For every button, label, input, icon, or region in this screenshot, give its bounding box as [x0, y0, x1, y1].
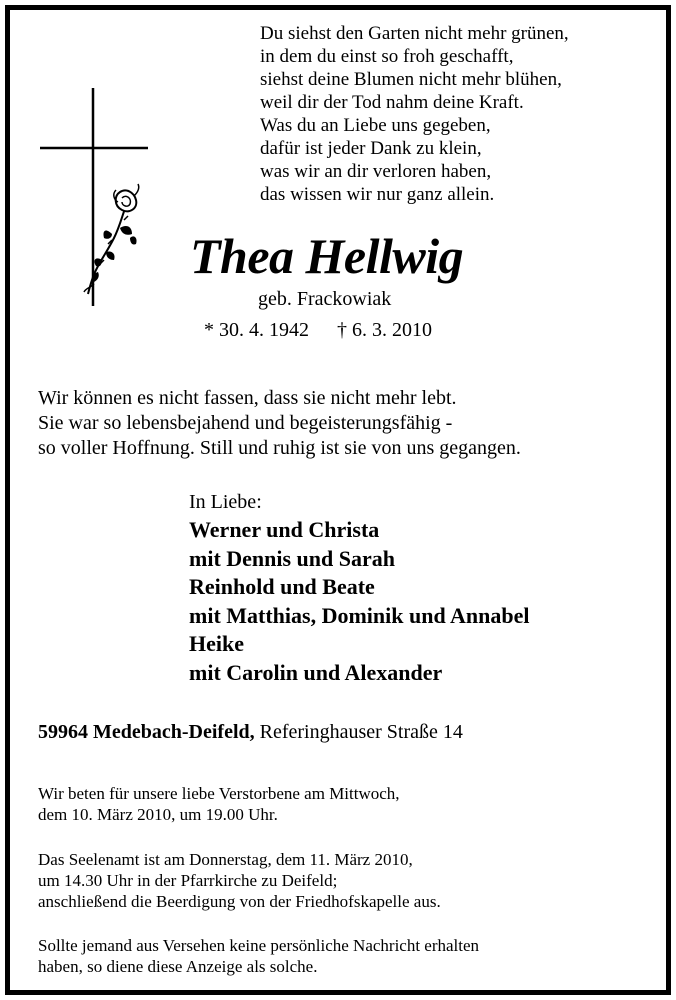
intro-line: Sie war so lebensbejahend und begeisterungsfähig -: [38, 412, 453, 434]
notice-line: Das Seelenamt ist am Donnerstag, dem 11. März 2010,: [38, 850, 413, 869]
closing-notice: [38, 935, 479, 977]
deceased-name: Thea Hellwig: [190, 228, 464, 284]
poem-line: Du siehst den Garten nicht mehr grünen,: [260, 23, 569, 44]
poem: [260, 22, 569, 206]
poem-line: dafür ist jeder Dank zu klein,: [260, 138, 482, 159]
life-dates: [204, 318, 432, 342]
intro-line: Wir können es nicht fassen, dass sie nicht mehr lebt.: [38, 387, 457, 409]
mourners-list: [189, 516, 529, 688]
mourner-line: Werner und Christa: [189, 517, 380, 542]
poem-line: Was du an Liebe uns gegeben,: [260, 115, 491, 136]
poem-line: das wissen wir nur ganz allein.: [260, 184, 495, 205]
address: [38, 720, 463, 744]
prayer-notice: [38, 783, 400, 825]
intro-text: [38, 386, 521, 461]
maiden-name: geb. Frackowiak: [258, 288, 392, 310]
mourner-line: mit Carolin und Alexander: [189, 659, 443, 685]
birth-date: * 30. 4. 1942: [204, 319, 309, 341]
poem-line: siehst deine Blumen nicht mehr blühen,: [260, 69, 562, 90]
poem-line: weil dir der Tod nahm deine Kraft.: [260, 92, 524, 113]
address-street: Referinghauser Straße 14: [259, 721, 463, 743]
notice-line: haben, so diene diese Anzeige als solche.: [38, 957, 318, 976]
cross-icon: [38, 88, 158, 310]
poem-line: in dem du einst so froh geschafft,: [260, 46, 514, 67]
mourner-line: mit Dennis und Sarah: [189, 545, 396, 571]
requiem-notice: [38, 849, 441, 912]
address-place: 59964 Medebach-Deifeld,: [38, 721, 255, 743]
mourners-label: In Liebe:: [189, 491, 262, 513]
notice-line: um 14.30 Uhr in der Pfarrkirche zu Deifeld;: [38, 871, 338, 890]
intro-line: so voller Hoffnung. Still und ruhig ist sie von uns gegangen.: [38, 437, 521, 459]
notice-line: anschließend die Beerdigung von der Friedhofskapelle aus.: [38, 892, 441, 911]
poem-line: was wir an dir verloren haben,: [260, 161, 492, 182]
notice-line: dem 10. März 2010, um 19.00 Uhr.: [38, 805, 278, 824]
mourner-line: Heike: [189, 631, 244, 657]
notice-line: Sollte jemand aus Versehen keine persönliche Nachricht erhalten: [38, 936, 480, 955]
death-date: † 6. 3. 2010: [337, 319, 432, 341]
mourner-line: Reinhold und Beate: [189, 574, 375, 600]
mourner-line: mit Matthias, Dominik und Annabel: [189, 602, 530, 628]
notice-line: Wir beten für unsere liebe Verstorbene am Mittwoch,: [38, 784, 400, 803]
